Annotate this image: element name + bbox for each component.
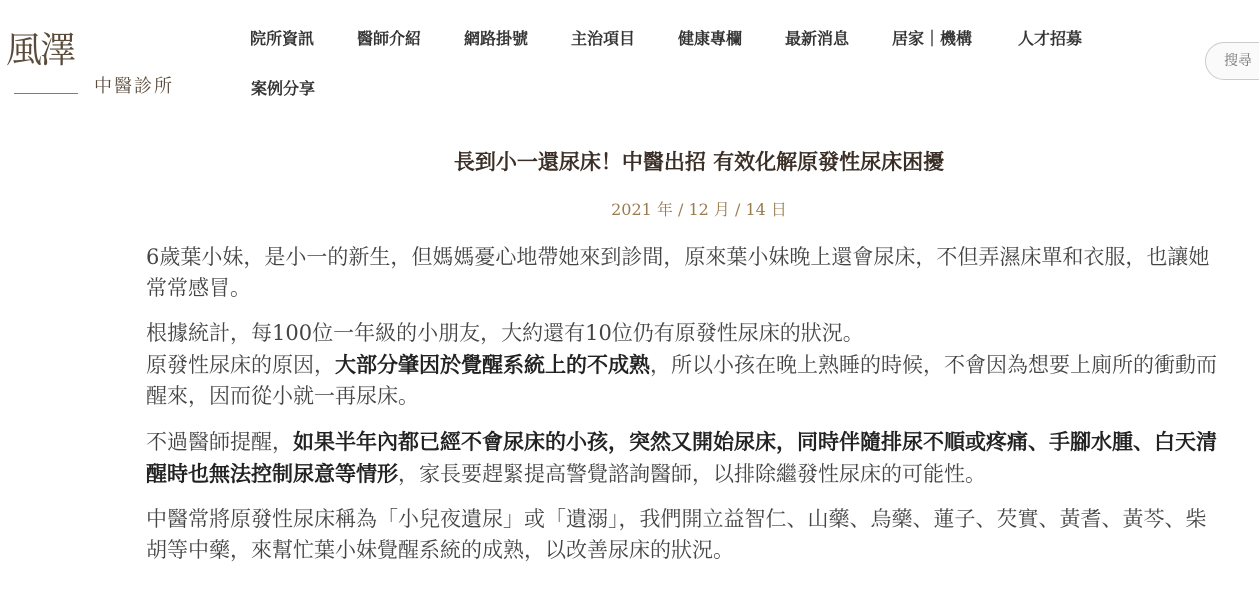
search-input[interactable] [1205, 42, 1259, 80]
logo-divider [14, 93, 78, 94]
paragraph-2-bold: 大部分肇因於覺醒系統上的不成熟 [335, 352, 650, 377]
logo-main-text: 風澤 [6, 30, 75, 71]
nav-item-case-sharing[interactable]: 案例分享 [251, 79, 316, 98]
article-title: 長到小一還尿床！中醫出招 有效化解原發性尿床困擾 [453, 149, 945, 174]
clinic-logo[interactable] [6, 22, 176, 102]
nav-item-treatments[interactable]: 主治項目 [571, 29, 636, 48]
paragraph-3-bold: 如果半年內都已經不會尿床的小孩，突然又開始尿床，同時伴隨排尿不順或疼痛、手腳水腫、白天清醒時也無法控制尿意等情形 [146, 429, 1217, 486]
paragraph-2-line-1: 根據統計，每100位一年級的小朋友，大約還有10位仍有原發性尿床的狀況。 [146, 321, 864, 345]
paragraph-3-text-c: ，家長要趕緊提高警覺諮詢醫師，以排除繼發性尿床的可能性。 [398, 462, 986, 486]
paragraph-2-text-a: 原發性尿床的原因， [146, 353, 335, 377]
nav-item-careers[interactable]: 人才招募 [1018, 29, 1083, 48]
paragraph-3 [146, 426, 1226, 490]
paragraph-2 [146, 318, 1226, 412]
article-date: 2021 年 / 12 月 / 14 日 [611, 200, 787, 219]
nav-item-clinic-info[interactable]: 院所資訊 [250, 29, 315, 48]
nav-item-online-booking[interactable]: 網路掛號 [464, 29, 529, 48]
paragraph-2-text-c: ，所以小孩在晚上熟睡的時候，不會因為想要上廁所的衝動而醒來，因而從小就一再尿床。 [146, 353, 1217, 408]
article-body [146, 242, 1226, 580]
logo-sub-text: 中醫診所 [94, 76, 174, 97]
nav-item-home-care[interactable]: 居家｜機構 [892, 29, 973, 48]
paragraph-1: 6歲葉小妹，是小一的新生，但媽媽憂心地帶她來到診間，原來葉小妹晚上還會尿床，不但弄濕床單和衣服，也讓她常常感冒。 [146, 245, 1210, 300]
nav-item-health-column[interactable]: 健康專欄 [678, 29, 743, 48]
paragraph-4: 中醫常將原發性尿床稱為「小兒夜遺尿」或「遺溺」，我們開立益智仁、山藥、烏藥、蓮子、芡實、黃耆、黃芩、柴胡等中藥，來幫忙葉小妹覺醒系統的成熟，以改善尿床的狀況。 [146, 507, 1207, 562]
paragraph-3-text-a: 不過醫師提醒， [146, 430, 293, 454]
nav-item-news[interactable]: 最新消息 [785, 29, 850, 48]
nav-item-doctors[interactable]: 醫師介紹 [357, 29, 422, 48]
